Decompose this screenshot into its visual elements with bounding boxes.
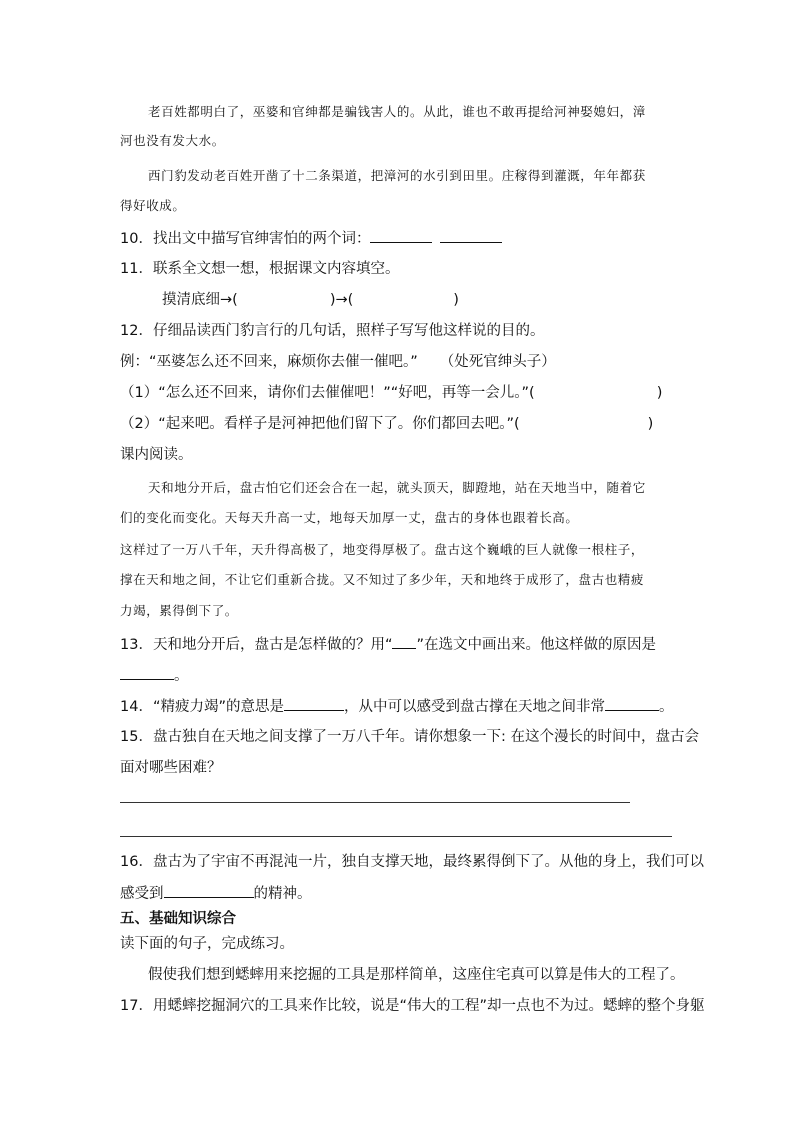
answer-blank[interactable]	[164, 883, 254, 898]
passage2-line: 天和地分开后，盘古怕它们还会合在一起，就头顶天，脚蹬地，站在天地当中，随着它	[148, 480, 646, 495]
passage1-line: 老百姓都明白了，巫婆和官绅都是骗钱害人的。从此，谁也不敢再提给河神娶媳妇，漳	[148, 104, 646, 119]
question-text: ，从中可以感受到盘古撑在天地之间非常	[343, 699, 605, 715]
section-title: 五、基础知识综合	[120, 911, 236, 927]
fill-prefix: 摸清底细→(	[162, 292, 238, 308]
question-11: 11．联系全文想一想，根据课文内容填空。	[120, 261, 400, 277]
period: 。	[174, 668, 189, 684]
answer-line[interactable]	[120, 802, 630, 803]
answer-blank[interactable]	[284, 696, 344, 711]
question-17: 17．用蟋蟀挖掘洞穴的工具来作比较，说是“伟大的工程”却一点也不为过。蟋蟀的整个身躯	[120, 998, 705, 1014]
passage1-line: 得好收成。	[120, 198, 186, 213]
question-16: 16．盘古为了宇宙不再混沌一片，独自支撑天地，最终累得倒下了。从他的身上，我们可以	[120, 854, 704, 870]
passage2-line: 这样过了一万八千年，天升得高极了，地变得厚极了。盘古这个巍峨的巨人就像一根柱子，	[120, 542, 645, 557]
section-instruction: 读下面的句子，完成练习。	[120, 936, 294, 952]
question-text: 感受到	[120, 886, 164, 902]
question-10	[120, 228, 502, 249]
example-text: 例：“巫婆怎么还不回来，麻烦你去催一催吧。”	[120, 354, 418, 370]
passage1-line: 河也没有发大水。	[120, 133, 225, 148]
close-paren: )	[656, 385, 663, 401]
close-paren: )	[647, 416, 654, 432]
item-text: （1）“怎么还不回来，请你们去催催吧！”“好吧，再等一会儿。”(	[120, 385, 535, 401]
answer-blank[interactable]	[605, 696, 659, 711]
question-12-item-2	[120, 414, 653, 434]
question-12-item-1	[120, 383, 662, 403]
question-13-line2	[120, 665, 189, 686]
fill-mid: )→(	[329, 292, 354, 308]
question-text: 10．找出文中描写官绅害怕的两个词：	[120, 231, 371, 247]
passage2-line: 撑在天和地之间，不让它们重新合拢。又不知过了多少年，天和地终于成形了，盘古也精疲	[120, 572, 645, 587]
question-text: 的精神。	[253, 886, 312, 902]
question-12: 12．仔细品读西门豹言行的几句话，照样子写写他这样说的目的。	[120, 323, 545, 339]
period: 。	[658, 699, 674, 715]
fill-suffix: )	[453, 292, 459, 308]
question-text: ”在选文中画出来。他这样做的原因是	[416, 637, 656, 653]
question-16-line2	[120, 883, 312, 904]
question-12-example	[120, 352, 556, 372]
example-answer: （处死官绅头子）	[439, 354, 556, 370]
question-15-line2: 面对哪些困难？	[120, 760, 222, 776]
question-15: 15．盘古独自在天地之间支撑了一万八千年。请你想象一下: 在这个漫长的时间中，盘古会	[120, 729, 699, 745]
passage1-line: 西门豹发动老百姓开凿了十二条渠道，把漳河的水引到田里。庄稼得到灌溉，年年都获	[148, 168, 646, 183]
item-text: （2）“起来吧。看样子是河神把他们留下了。你们都回去吧。”(	[120, 416, 520, 432]
answer-blank[interactable]	[440, 228, 502, 243]
passage2-line: 力竭，累得倒下了。	[120, 603, 238, 618]
answer-blank[interactable]	[370, 228, 432, 243]
passage2-line: 们的变化而变化。天每天升高一丈，地每天加厚一丈，盘古的身体也跟着长高。	[120, 510, 579, 525]
answer-blank[interactable]	[120, 665, 174, 680]
underline-marker	[392, 634, 416, 649]
question-14	[120, 696, 673, 717]
quoted-sentence: 假使我们想到蟋蟀用来挖掘的工具是那样简单，这座住宅真可以算是伟大的工程了。	[148, 967, 685, 983]
question-13	[120, 634, 656, 655]
question-text: 14．“精疲力竭”的意思是	[120, 699, 284, 715]
question-text: 13．天和地分开后，盘古是怎样做的？用“	[120, 637, 393, 653]
answer-line[interactable]	[120, 836, 672, 837]
question-11-fill	[162, 290, 459, 310]
section-in-class-reading: 课内阅读。	[120, 447, 193, 463]
